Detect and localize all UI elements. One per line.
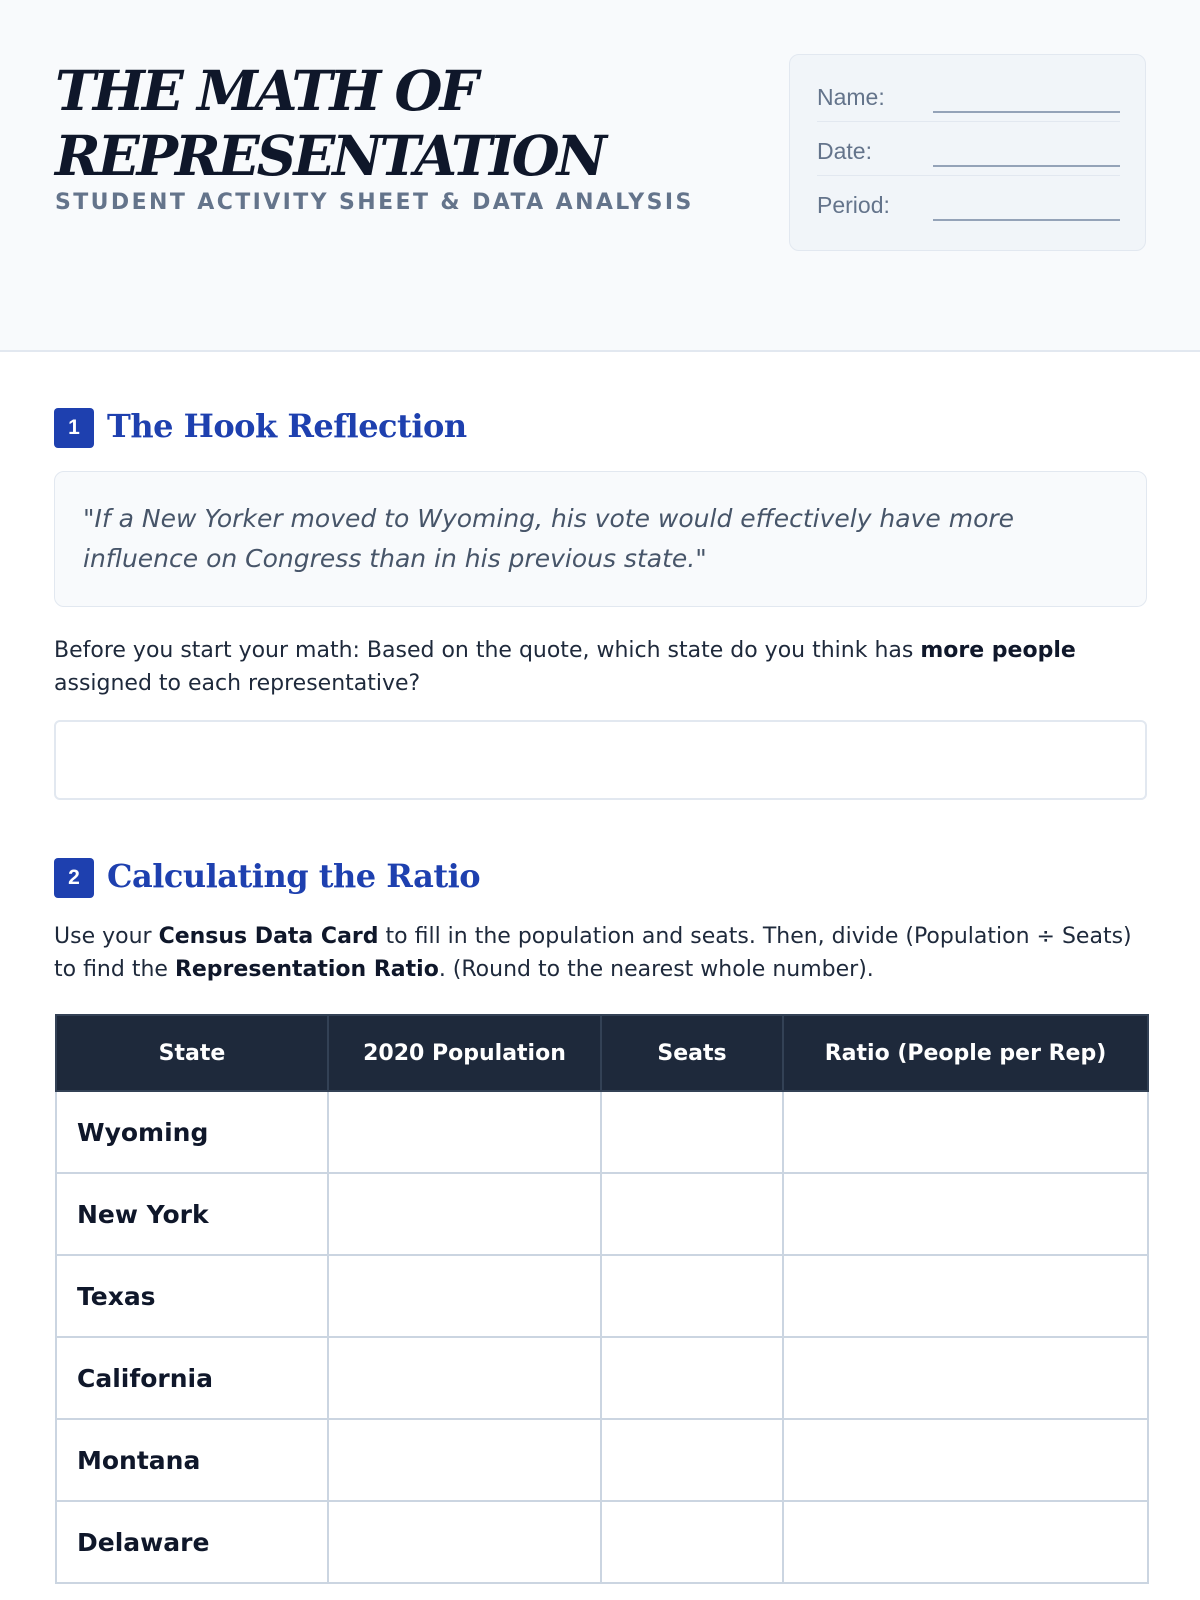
table-row [56, 1501, 1148, 1583]
ratio-cell[interactable] [783, 1501, 1148, 1583]
title-line-2: REPRESENTATION [55, 123, 604, 188]
ratio-table-wrapper [55, 1014, 1147, 1584]
field-divider [817, 175, 1120, 176]
period-line[interactable] [933, 219, 1120, 221]
ratio-cell[interactable] [783, 1091, 1148, 1173]
population-cell[interactable] [328, 1091, 601, 1173]
instr-bold-census: Census Data Card [158, 924, 379, 949]
header [0, 0, 1200, 352]
prompt-text-start: Before you start your math: Based on the quote, which state do you think has [54, 638, 921, 663]
population-cell[interactable] [328, 1419, 601, 1501]
seats-cell[interactable] [601, 1419, 783, 1501]
ratio-cell[interactable] [783, 1173, 1148, 1255]
instr-bold-ratio: Representation Ratio [174, 957, 439, 982]
student-info-box [789, 54, 1146, 251]
header-ratio: Ratio (People per Rep) [783, 1015, 1148, 1091]
table-row [56, 1337, 1148, 1419]
hook-quote-box [54, 471, 1147, 607]
seats-cell[interactable] [601, 1173, 783, 1255]
ratio-cell[interactable] [783, 1255, 1148, 1337]
ratio-cell[interactable] [783, 1419, 1148, 1501]
date-label: Date: [817, 138, 872, 164]
population-cell[interactable] [328, 1501, 601, 1583]
name-label: Name: [817, 84, 885, 110]
seats-cell[interactable] [601, 1091, 783, 1173]
population-cell[interactable] [328, 1255, 601, 1337]
ratio-instructions [54, 920, 1149, 986]
seats-cell[interactable] [601, 1501, 783, 1583]
section-1-title: The Hook Reflection [107, 407, 467, 445]
page-title [55, 58, 735, 188]
page-subtitle: STUDENT ACTIVITY SHEET & DATA ANALYSIS [55, 190, 694, 215]
seats-cell[interactable] [601, 1255, 783, 1337]
date-line[interactable] [933, 165, 1120, 167]
prompt-emphasis: more people [920, 638, 1076, 663]
state-cell: Texas [56, 1255, 328, 1337]
state-cell: Delaware [56, 1501, 328, 1583]
prompt-text-end: assigned to each representative? [54, 671, 421, 696]
ratio-cell[interactable] [783, 1337, 1148, 1419]
section-1-number: 1 [54, 408, 94, 448]
state-cell: California [56, 1337, 328, 1419]
table-row [56, 1419, 1148, 1501]
population-cell[interactable] [328, 1173, 601, 1255]
header-population: 2020 Population [328, 1015, 601, 1091]
table-header-row [56, 1015, 1148, 1091]
section-2-title: Calculating the Ratio [107, 857, 481, 895]
field-divider [817, 121, 1120, 122]
section-2-number: 2 [54, 858, 94, 898]
table-row [56, 1173, 1148, 1255]
period-field[interactable] [817, 181, 1120, 221]
name-field[interactable] [817, 73, 1120, 113]
table-row [56, 1091, 1148, 1173]
name-line[interactable] [933, 111, 1120, 113]
period-label: Period: [817, 192, 890, 218]
reflection-answer-input[interactable] [54, 720, 1147, 800]
instr-text-3: . (Round to the nearest whole number). [438, 957, 874, 982]
instr-text-1: Use your [54, 924, 159, 949]
state-cell: Wyoming [56, 1091, 328, 1173]
date-field[interactable] [817, 127, 1120, 167]
state-cell: New York [56, 1173, 328, 1255]
state-cell: Montana [56, 1419, 328, 1501]
hook-quote: "If a New Yorker moved to Wyoming, his vote would effectively have more influence on Congress than in his previous state." [83, 504, 1015, 573]
population-cell[interactable] [328, 1337, 601, 1419]
header-state: State [56, 1015, 328, 1091]
seats-cell[interactable] [601, 1337, 783, 1419]
table-row [56, 1255, 1148, 1337]
reflection-prompt [54, 634, 1149, 700]
instr-text-2: to fill in the population and seats. Then, divide (Population ÷ Seats) to find the [54, 924, 1132, 982]
ratio-table [55, 1014, 1149, 1584]
header-seats: Seats [601, 1015, 783, 1091]
title-line-1: THE MATH OF [55, 58, 476, 123]
